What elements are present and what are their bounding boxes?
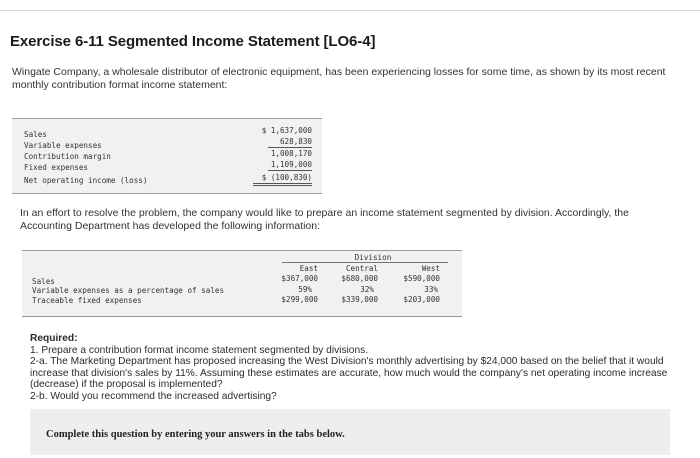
division-cell-sales-central: $680,000	[341, 274, 378, 283]
statement-label-net-operating-income: Net operating income (loss)	[24, 176, 148, 185]
statement-value-fixed-expenses: 1,109,000	[270, 160, 312, 169]
required-heading: Required:	[30, 333, 78, 344]
double-underline-bottom	[253, 185, 312, 186]
required-item-1: 1. Prepare a contribution format income statement segmented by divisions.	[30, 344, 369, 356]
division-cell-fixed-west: $203,000	[403, 295, 440, 304]
statement-value-contribution-margin: 1,008,170	[270, 149, 312, 158]
required-item-2b: 2-b. Would you recommend the increased advertising?	[30, 390, 277, 402]
underline	[268, 147, 312, 148]
statement-value-sales: $ 1,637,000	[261, 126, 312, 135]
division-cell-fixed-central: $339,000	[341, 295, 378, 304]
statement-label-variable-expenses: Variable expenses	[24, 141, 102, 150]
division-cell-sales-west: $590,000	[403, 274, 440, 283]
division-cell-varpct-central: 32%	[360, 285, 374, 294]
paragraph-accounting-info: In an effort to resolve the problem, the company would like to prepare an income statement segmented by division. Accordingly, the Accounting Department has developed the following information:	[20, 207, 629, 232]
division-cell-varpct-west: 33%	[424, 285, 438, 294]
statement-label-fixed-expenses: Fixed expenses	[24, 163, 89, 172]
column-header-central: Central	[345, 264, 378, 273]
division-group-header: Division	[354, 253, 392, 262]
underline	[268, 170, 312, 171]
exercise-title: Exercise 6-11 Segmented Income Statement [LO6-4]	[10, 33, 376, 50]
required-item-2a: 2-a. The Marketing Department has proposed increasing the West Division's monthly advertising by $24,000 based on the belief that it would increase that division's sales by 11%. Assuming these estimates are accurate, how much would the company's net operating income increase (decrease) if the proposal is implemented?	[30, 356, 668, 390]
division-header-rule	[282, 262, 448, 263]
table-bottom-rule	[12, 193, 322, 194]
division-cell-sales-east: $367,000	[281, 274, 318, 283]
division-row-label-traceable-fixed: Traceable fixed expenses	[32, 296, 142, 305]
division-cell-varpct-east: 59%	[298, 285, 312, 294]
column-header-east: East	[299, 264, 318, 273]
statement-value-net-operating-income: $ (100,830)	[261, 173, 312, 182]
column-header-west: West	[421, 264, 440, 273]
division-row-label-sales: Sales	[32, 277, 55, 286]
intro-text: Wingate Company, a wholesale distributor of electronic equipment, has been experiencing losses for some time, as shown by its most recent monthly contribution format income statement:	[12, 66, 666, 91]
table-top-rule	[12, 118, 322, 119]
top-divider	[0, 10, 700, 11]
division-row-label-variable-pct: Variable expenses as a percentage of sales	[32, 286, 225, 295]
table-bottom-rule	[22, 316, 462, 317]
statement-label-sales: Sales	[24, 130, 47, 139]
double-underline-top	[253, 183, 312, 184]
statement-value-variable-expenses: 628,830	[279, 137, 312, 146]
division-cell-fixed-east: $299,000	[281, 295, 318, 304]
statement-label-contribution-margin: Contribution margin	[24, 152, 111, 161]
required-section	[30, 333, 680, 402]
table-top-rule	[22, 250, 462, 251]
answer-instruction: Complete this question by entering your answers in the tabs below.	[46, 429, 345, 440]
